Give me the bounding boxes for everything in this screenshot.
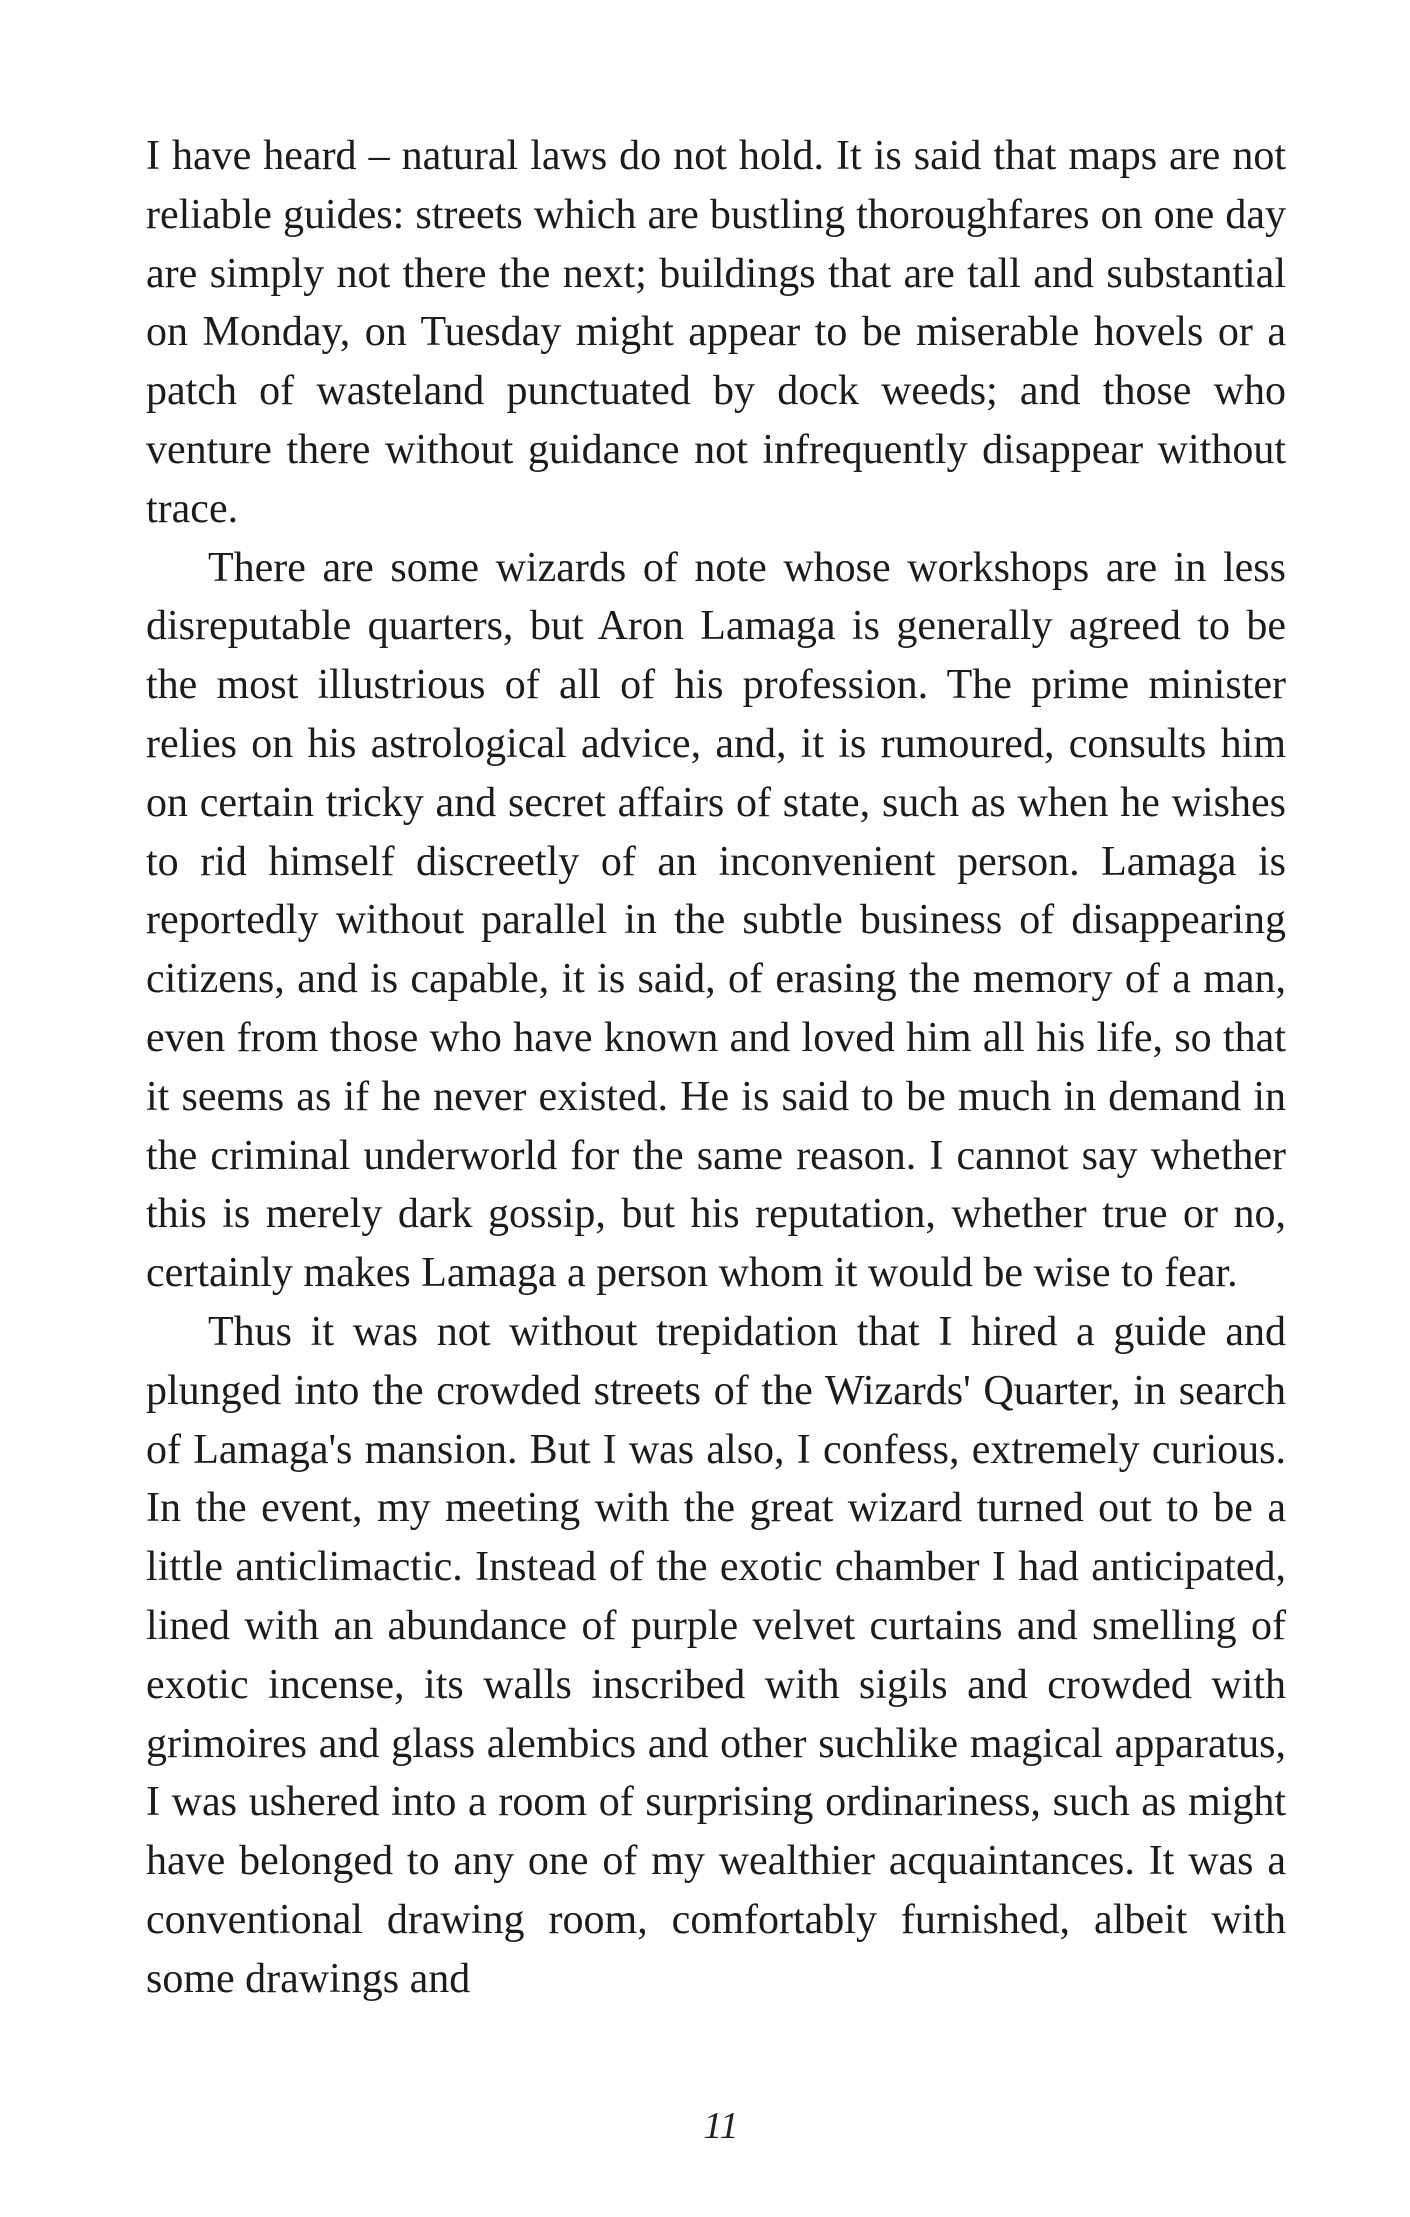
paragraph-2: There are some wizards of note whose workshops are in less disreputable quarters, but Aron Lamaga is generally agreed to be the most illustrious of all of his profession. The prime minister relies on his astrological advice, and, it is rumoured, consults him on certain tricky and secret affairs of state, such as when he wishes to rid himself discreetly of an inconvenient person. Lamaga is reportedly without parallel in the subtle business of disappearing citizens, and is capable, it is said, of erasing the memory of a man, even from those who have known and loved him all his life, so that it seems as if he never existed. He is said to be much in demand in the criminal underworld for the same reason. I cannot say whether this is merely dark gossip, but his reputation, whether true or no, certainly makes Lamaga a person whom it would be wise to fear. [146, 544, 1286, 1297]
paragraph-3: Thus it was not without trepidation that I hired a guide and plunged into the crowded streets of the Wizards' Quarter, in search of Lamaga's mansion. But I was also, I confess, extremely curious. In the event, my meeting with the great wizard turned out to be a little anticlimactic. Instead of the exotic chamber I had anticipated, lined with an abundance of purple velvet curtains and smelling of exotic incense, its walls inscribed with sigils and crowded with grimoires and glass alembics and other suchlike magical apparatus, I was ushered into a room of surprising ordinariness, such as might have belonged to any one of my wealthier acquaintances. It was a conventional drawing room, comfortably furnished, albeit with some drawings and [146, 1308, 1286, 2002]
paragraph-1: I have heard – natural laws do not hold. It is said that maps are not reliable guides: streets which are bustling thoroughfares on one day are simply not there the next; buildings that are tall and substantial on Monday, on Tuesday might appear to be miserable hovels or a patch of wasteland punctuated by dock weeds; and those who venture there without guidance not infrequently disappear without trace. [146, 133, 1286, 532]
page-number [0, 2104, 1410, 2148]
page-number-label: 11 [703, 2105, 739, 2147]
body-text [146, 127, 1286, 2009]
